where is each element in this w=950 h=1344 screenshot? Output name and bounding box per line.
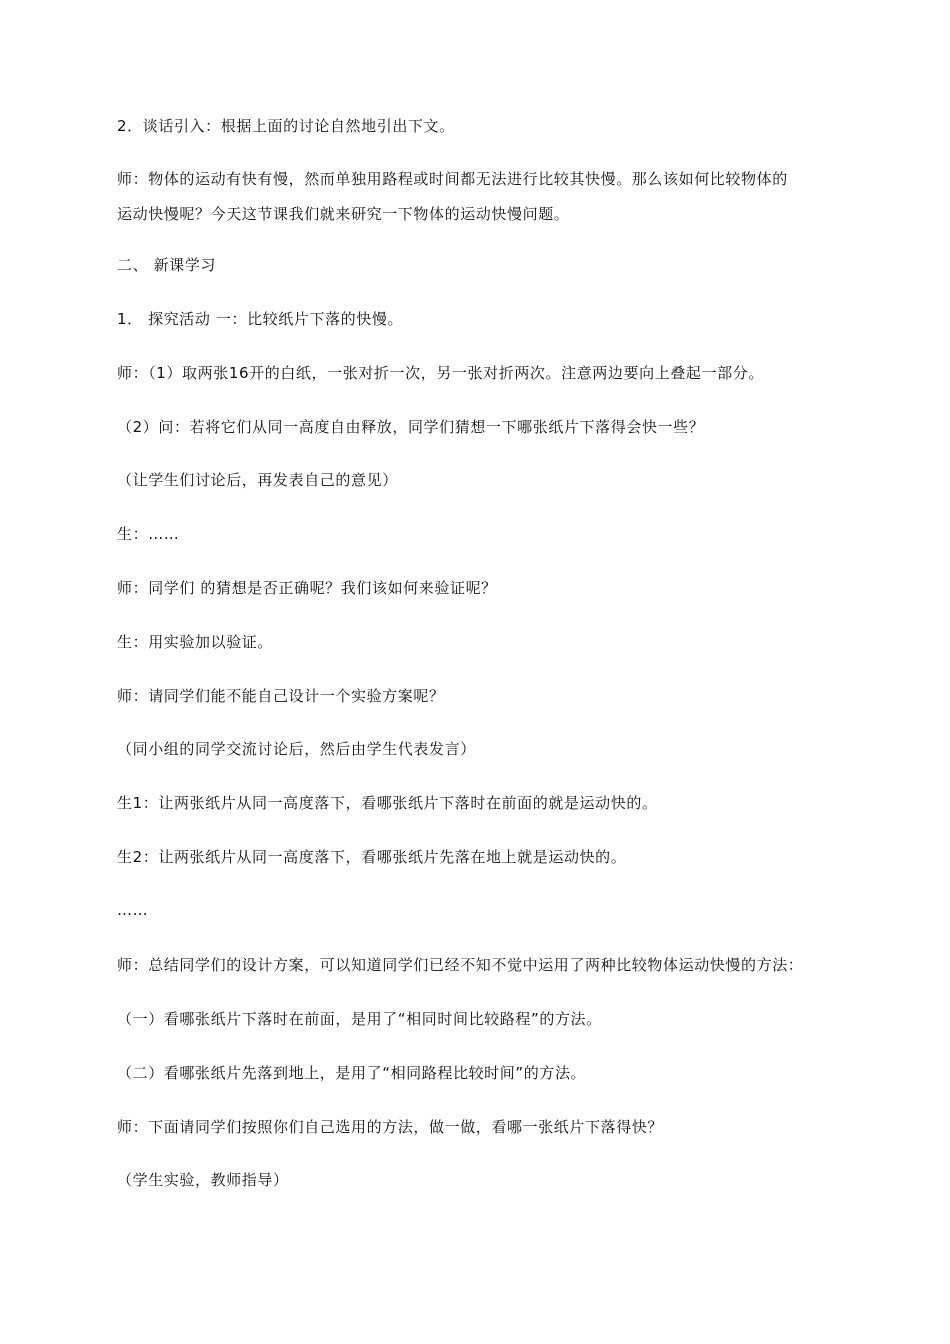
- paragraph-intro-heading: 2．谈话引入：根据上面的讨论自然地引出下文。: [117, 117, 455, 135]
- paragraph-method-1: （一）看哪张纸片下落时在前面，是用了“相同时间比较路程”的方法。: [117, 1010, 602, 1028]
- activity-heading: 1． 探究活动 一：比较纸片下落的快慢。: [117, 310, 404, 328]
- paragraph-experiment-note: （学生实验，教师指导）: [117, 1171, 289, 1189]
- paragraph-ellipsis: ……: [117, 901, 149, 919]
- paragraph-teacher-summary: 师：总结同学们的设计方案，可以知道同学们已经不知不觉中运用了两种比较物体运动快慢的方法：: [117, 956, 804, 974]
- paragraph-teacher-question: 师：同学们 的猜想是否正确呢？我们该如何来验证呢？: [117, 579, 497, 597]
- paragraph-teacher-intro-2: 运动快慢呢？今天这节课我们就来研究一下物体的运动快慢问题。: [117, 205, 570, 223]
- paragraph-student-1: 生1：让两张纸片从同一高度落下，看哪张纸片下落时在前面的就是运动快的。: [117, 794, 658, 812]
- paragraph-teacher-step-1: 师：（1）取两张16开的白纸，一张对折一次，另一张对折两次。注意两边要向上叠起一部分。: [117, 364, 764, 382]
- paragraph-student-2: 生2：让两张纸片从同一高度落下，看哪张纸片先落在地上就是运动快的。: [117, 848, 627, 866]
- paragraph-method-2: （二）看哪张纸片先落到地上，是用了“相同路程比较时间”的方法。: [117, 1064, 587, 1082]
- paragraph-group-note: （同小组的同学交流讨论后，然后由学生代表发言）: [117, 740, 476, 758]
- section-heading-new-lesson: 二、 新课学习: [117, 256, 216, 274]
- paragraph-teacher-experiment: 师：下面请同学们按照你们自己选用的方法，做一做，看哪一张纸片下落得快？: [117, 1118, 664, 1136]
- paragraph-student-verify: 生：用实验加以验证。: [117, 633, 274, 651]
- paragraph-teacher-design: 师：请同学们能不能自己设计一个实验方案呢？: [117, 687, 445, 705]
- paragraph-teacher-intro-1: 师：物体的运动有快有慢，然而单独用路程或时间都无法进行比较其快慢。那么该如何比较物体的: [117, 170, 788, 188]
- paragraph-discussion-note: （让学生们讨论后，再发表自己的意见）: [117, 471, 398, 489]
- paragraph-question-step-2: （2）问：若将它们从同一高度自由释放，同学们猜想一下哪张纸片下落得会快一些？: [117, 418, 705, 436]
- paragraph-student-reply: 生：……: [117, 525, 180, 543]
